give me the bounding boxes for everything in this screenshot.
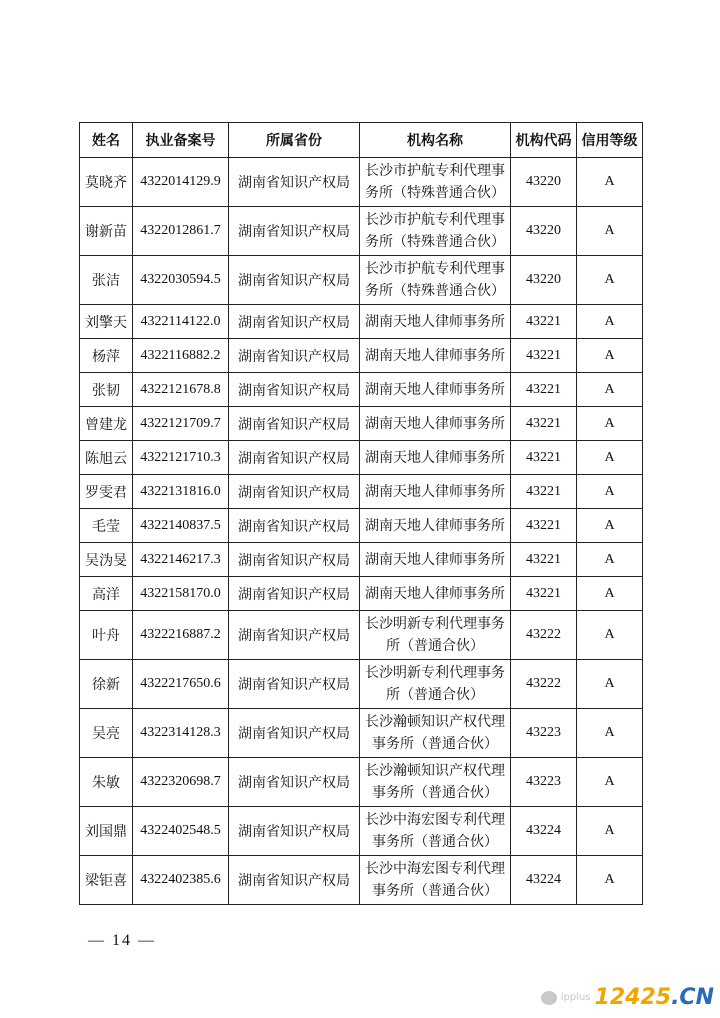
row-organization: 湖南天地人律师事务所: [360, 407, 511, 441]
row-province: 湖南省知识产权局: [229, 660, 360, 709]
row-name: 刘国鼎: [80, 807, 133, 856]
row-registration-number: 4322217650.6: [133, 660, 229, 709]
row-organization: 长沙明新专利代理事务所（普通合伙）: [360, 611, 511, 660]
row-registration-number: 4322314128.3: [133, 709, 229, 758]
row-organization: 长沙中海宏图专利代理事务所（普通合伙）: [360, 807, 511, 856]
row-credit-grade: A: [577, 373, 643, 407]
row-province: 湖南省知识产权局: [229, 373, 360, 407]
table-header-row: [80, 123, 643, 158]
row-credit-grade: A: [577, 305, 643, 339]
row-org-code: 43221: [511, 475, 577, 509]
row-organization: 湖南天地人律师事务所: [360, 577, 511, 611]
row-province: 湖南省知识产权局: [229, 339, 360, 373]
row-name: 杨萍: [80, 339, 133, 373]
row-org-code: 43220: [511, 256, 577, 305]
row-registration-number: 4322146217.3: [133, 543, 229, 577]
row-credit-grade: A: [577, 158, 643, 207]
row-organization: 湖南天地人律师事务所: [360, 373, 511, 407]
table-row: [80, 758, 643, 807]
row-organization: 湖南天地人律师事务所: [360, 339, 511, 373]
row-credit-grade: A: [577, 509, 643, 543]
row-province: 湖南省知识产权局: [229, 611, 360, 660]
row-credit-grade: A: [577, 577, 643, 611]
row-organization: 长沙市护航专利代理事务所（特殊普通合伙）: [360, 207, 511, 256]
row-registration-number: 4322114122.0: [133, 305, 229, 339]
row-province: 湖南省知识产权局: [229, 856, 360, 905]
header-province: 所属省份: [229, 123, 360, 158]
row-registration-number: 4322121709.7: [133, 407, 229, 441]
row-registration-number: 4322012861.7: [133, 207, 229, 256]
row-org-code: 43221: [511, 577, 577, 611]
table-row: [80, 339, 643, 373]
row-province: 湖南省知识产权局: [229, 709, 360, 758]
row-credit-grade: A: [577, 709, 643, 758]
row-name: 徐新: [80, 660, 133, 709]
table-row: [80, 407, 643, 441]
row-registration-number: 4322121678.8: [133, 373, 229, 407]
row-organization: 长沙瀚顿知识产权代理事务所（普通合伙）: [360, 709, 511, 758]
row-org-code: 43221: [511, 407, 577, 441]
row-org-code: 43221: [511, 305, 577, 339]
row-credit-grade: A: [577, 807, 643, 856]
row-organization: 长沙市护航专利代理事务所（特殊普通合伙）: [360, 158, 511, 207]
row-organization: 湖南天地人律师事务所: [360, 543, 511, 577]
row-organization: 长沙瀚顿知识产权代理事务所（普通合伙）: [360, 758, 511, 807]
header-credit-grade: 信用等级: [577, 123, 643, 158]
row-org-code: 43223: [511, 758, 577, 807]
row-province: 湖南省知识产权局: [229, 807, 360, 856]
wechat-icon: [541, 991, 557, 1005]
row-credit-grade: A: [577, 543, 643, 577]
watermark: [541, 985, 714, 1010]
row-org-code: 43222: [511, 611, 577, 660]
table-row: [80, 856, 643, 905]
row-registration-number: 4322121710.3: [133, 441, 229, 475]
row-org-code: 43220: [511, 207, 577, 256]
row-organization: 湖南天地人律师事务所: [360, 441, 511, 475]
agent-credit-table: [79, 122, 643, 905]
row-province: 湖南省知识产权局: [229, 207, 360, 256]
header-org-code: 机构代码: [511, 123, 577, 158]
row-province: 湖南省知识产权局: [229, 475, 360, 509]
row-credit-grade: A: [577, 441, 643, 475]
table-row: [80, 158, 643, 207]
row-org-code: 43221: [511, 543, 577, 577]
row-organization: 湖南天地人律师事务所: [360, 305, 511, 339]
row-org-code: 43223: [511, 709, 577, 758]
row-org-code: 43220: [511, 158, 577, 207]
row-registration-number: 4322158170.0: [133, 577, 229, 611]
row-organization: 湖南天地人律师事务所: [360, 509, 511, 543]
row-registration-number: 4322116882.2: [133, 339, 229, 373]
table-row: [80, 509, 643, 543]
row-name: 张洁: [80, 256, 133, 305]
row-registration-number: 4322014129.9: [133, 158, 229, 207]
row-name: 梁钜喜: [80, 856, 133, 905]
row-org-code: 43222: [511, 660, 577, 709]
watermark-faint-text: ipplus: [560, 992, 591, 1003]
row-province: 湖南省知识产权局: [229, 543, 360, 577]
row-org-code: 43221: [511, 339, 577, 373]
table-row: [80, 373, 643, 407]
row-name: 罗雯君: [80, 475, 133, 509]
row-credit-grade: A: [577, 856, 643, 905]
row-registration-number: 4322140837.5: [133, 509, 229, 543]
row-org-code: 43224: [511, 807, 577, 856]
row-organization: 长沙明新专利代理事务所（普通合伙）: [360, 660, 511, 709]
row-name: 曾建龙: [80, 407, 133, 441]
row-org-code: 43221: [511, 509, 577, 543]
row-credit-grade: A: [577, 758, 643, 807]
row-org-code: 43224: [511, 856, 577, 905]
table-row: [80, 577, 643, 611]
table-row: [80, 709, 643, 758]
header-registration-number: 执业备案号: [133, 123, 229, 158]
row-province: 湖南省知识产权局: [229, 407, 360, 441]
row-organization: 长沙中海宏图专利代理事务所（普通合伙）: [360, 856, 511, 905]
row-name: 高洋: [80, 577, 133, 611]
row-credit-grade: A: [577, 256, 643, 305]
row-province: 湖南省知识产权局: [229, 158, 360, 207]
header-organization: 机构名称: [360, 123, 511, 158]
row-registration-number: 4322402385.6: [133, 856, 229, 905]
row-province: 湖南省知识产权局: [229, 509, 360, 543]
row-registration-number: 4322131816.0: [133, 475, 229, 509]
row-province: 湖南省知识产权局: [229, 758, 360, 807]
row-name: 吴沩旻: [80, 543, 133, 577]
table-row: [80, 305, 643, 339]
page-number: — 14 —: [88, 932, 156, 949]
header-name: 姓名: [80, 123, 133, 158]
row-province: 湖南省知识产权局: [229, 305, 360, 339]
row-registration-number: 4322216887.2: [133, 611, 229, 660]
row-credit-grade: A: [577, 660, 643, 709]
row-credit-grade: A: [577, 611, 643, 660]
row-name: 谢新苗: [80, 207, 133, 256]
row-name: 陈旭云: [80, 441, 133, 475]
table-row: [80, 256, 643, 305]
row-org-code: 43221: [511, 373, 577, 407]
table-row: [80, 475, 643, 509]
row-credit-grade: A: [577, 475, 643, 509]
row-name: 张韧: [80, 373, 133, 407]
table-row: [80, 807, 643, 856]
row-registration-number: 4322320698.7: [133, 758, 229, 807]
row-name: 朱敏: [80, 758, 133, 807]
table-row: [80, 207, 643, 256]
watermark-brand: 12425.CN: [594, 985, 714, 1010]
table-row: [80, 611, 643, 660]
row-province: 湖南省知识产权局: [229, 256, 360, 305]
row-name: 吴亮: [80, 709, 133, 758]
row-name: 刘擎天: [80, 305, 133, 339]
table-row: [80, 660, 643, 709]
row-name: 毛莹: [80, 509, 133, 543]
row-registration-number: 4322030594.5: [133, 256, 229, 305]
row-province: 湖南省知识产权局: [229, 577, 360, 611]
row-province: 湖南省知识产权局: [229, 441, 360, 475]
row-name: 莫晓齐: [80, 158, 133, 207]
row-name: 叶舟: [80, 611, 133, 660]
row-credit-grade: A: [577, 207, 643, 256]
table-row: [80, 441, 643, 475]
row-organization: 长沙市护航专利代理事务所（特殊普通合伙）: [360, 256, 511, 305]
row-org-code: 43221: [511, 441, 577, 475]
row-registration-number: 4322402548.5: [133, 807, 229, 856]
table-row: [80, 543, 643, 577]
row-credit-grade: A: [577, 339, 643, 373]
row-credit-grade: A: [577, 407, 643, 441]
row-organization: 湖南天地人律师事务所: [360, 475, 511, 509]
